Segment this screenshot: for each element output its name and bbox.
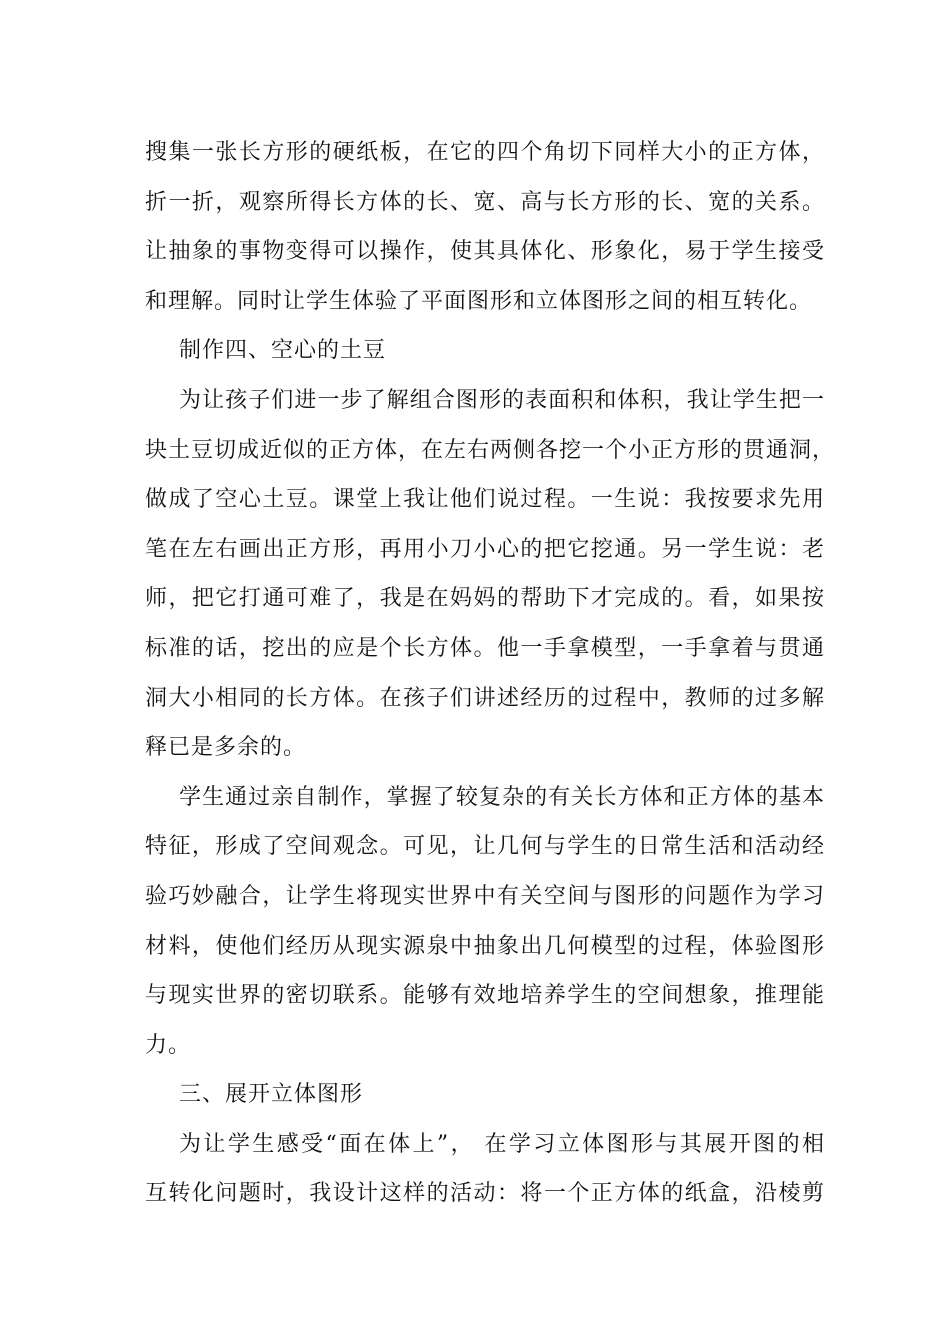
text-line: 互转化问题时，我设计这样的活动：将一个正方体的纸盒，沿棱剪 [145,1181,825,1207]
text-line: 笔在左右画出正方形，再用小刀小心的把它挖通。另一学生说：老 [145,536,825,562]
text-line: 释已是多余的。 [145,735,307,761]
text-line: 和理解。同时让学生体验了平面图形和立体图形之间的相互转化。 [145,288,813,314]
text-line: 力。 [145,1032,192,1058]
text-line: 标准的话，挖出的应是个长方体。他一手拿模型，一手拿着与贯通 [145,635,825,661]
text-line: 洞大小相同的长方体。在孩子们讲述经历的过程中，教师的过多解 [145,685,825,711]
text-line: 三、展开立体图形 [179,1082,364,1108]
text-line: 折一折，观察所得长方体的长、宽、高与长方形的长、宽的关系。 [145,189,825,215]
text-line: 材料，使他们经历从现实源泉中抽象出几何模型的过程，体验图形 [145,933,825,959]
text-line: 让抽象的事物变得可以操作，使其具体化、形象化，易于学生接受 [145,239,825,265]
text-line: 做成了空心土豆。课堂上我让他们说过程。一生说：我按要求先用 [145,487,825,513]
text-line: 验巧妙融合，让学生将现实世界中有关空间与图形的问题作为学习 [145,883,825,909]
document-body [145,128,836,1219]
text-line: 块土豆切成近似的正方体，在左右两侧各挖一个小正方形的贯通洞， [145,437,836,463]
text-line: 搜集一张长方形的硬纸板，在它的四个角切下同样大小的正方体， [145,140,825,165]
text-line: 特征，形成了空间观念。可见，让几何与学生的日常生活和活动经 [145,834,825,860]
text-line: 为让学生感受“面在体上”， 在学习立体图形与其展开图的相 [179,1131,825,1157]
text-line: 与现实世界的密切联系。能够有效地培养学生的空间想象，推理能 [145,983,825,1009]
text-line: 制作四、空心的土豆 [179,338,387,364]
text-line: 学生通过亲自制作，掌握了较复杂的有关长方体和正方体的基本 [179,784,825,810]
text-line: 为让孩子们进一步了解组合图形的表面积和体积，我让学生把一 [179,387,825,413]
text-line: 师，把它打通可难了，我是在妈妈的帮助下才完成的。看，如果按 [145,586,825,612]
